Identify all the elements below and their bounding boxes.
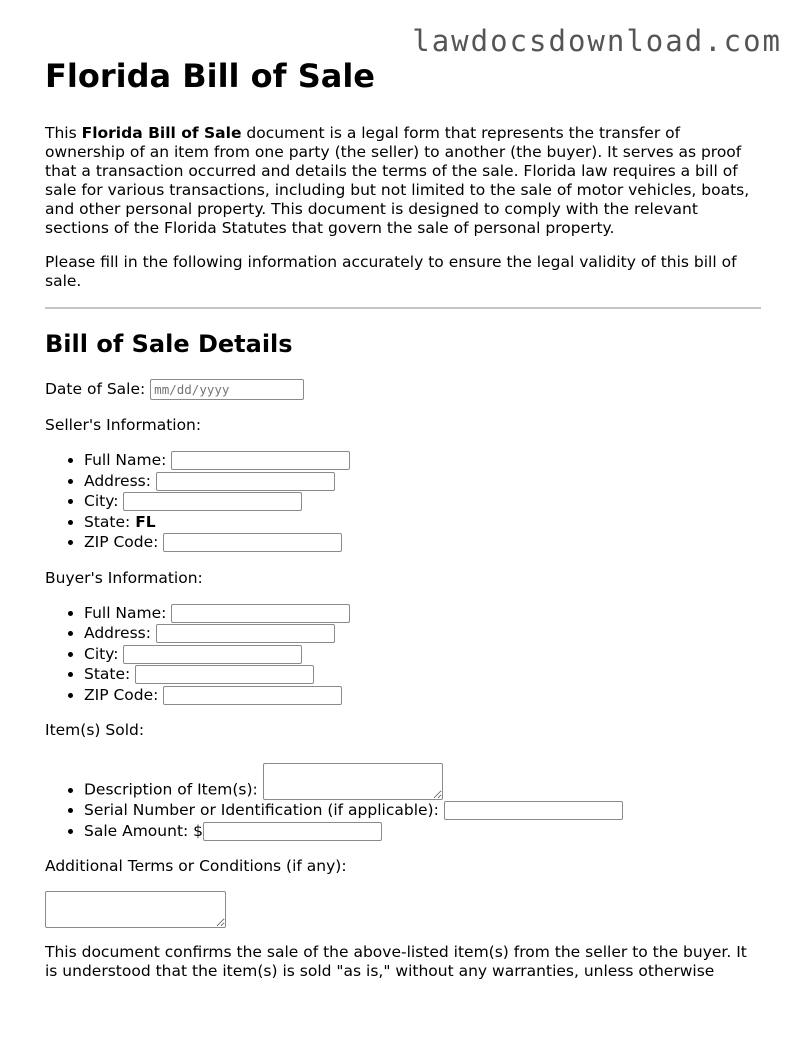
buyer-zip-label: ZIP Code: (84, 685, 164, 704)
seller-city-label: City: (84, 492, 124, 510)
intro-lead: This (45, 124, 82, 142)
buyer-list (45, 603, 761, 706)
buyer-state-input[interactable] (135, 665, 314, 684)
items-list (45, 755, 761, 841)
buyer-heading: Buyer's Information: (45, 568, 203, 587)
buyer-full-name-input[interactable] (171, 604, 350, 623)
list-item (84, 491, 761, 512)
list-item (84, 532, 761, 553)
intro-bold: Florida Bill of Sale (81, 124, 242, 142)
seller-state-label: State: (84, 512, 136, 531)
seller-full-name-label: Full Name: (84, 451, 172, 469)
list-item (84, 755, 761, 800)
list-item (84, 800, 761, 821)
seller-list (45, 450, 761, 553)
sale-amount-label: Sale Amount: $ (84, 821, 204, 840)
seller-full-name-input[interactable] (171, 451, 350, 470)
intro-paragraph (45, 124, 761, 238)
list-item (84, 603, 761, 624)
document-body (45, 54, 761, 996)
date-row (45, 379, 761, 400)
details-heading: Bill of Sale Details (45, 330, 293, 358)
closing-paragraph: This document confirms the sale of the above-listed item(s) from the seller to the buyer. It is understood that the item(s) is sold "as is," without any warranties, unless otherwise (45, 943, 747, 980)
item-description-textarea[interactable] (263, 763, 443, 800)
seller-address-input[interactable] (156, 472, 335, 491)
seller-city-input[interactable] (123, 492, 302, 511)
serial-number-label: Serial Number or Identification (if applicable): (84, 801, 444, 819)
seller-zip-label: ZIP Code: (84, 533, 164, 551)
buyer-state-label: State: (84, 665, 136, 683)
instruction-paragraph: Please fill in the following information accurately to ensure the legal validity of this bill of sale. (45, 253, 737, 290)
buyer-address-input[interactable] (156, 624, 335, 643)
page-title: Florida Bill of Sale (45, 57, 375, 95)
seller-address-label: Address: (84, 471, 156, 490)
list-item (84, 471, 761, 492)
item-description-label: Description of Item(s): (84, 780, 263, 799)
date-label: Date of Sale: (45, 380, 151, 398)
buyer-zip-input[interactable] (163, 686, 342, 705)
buyer-city-input[interactable] (123, 645, 302, 664)
site-watermark: lawdocsdownload.com (412, 24, 782, 58)
seller-zip-input[interactable] (163, 533, 342, 552)
items-heading: Item(s) Sold: (45, 721, 145, 739)
sale-amount-input[interactable] (203, 822, 382, 841)
list-item (84, 644, 761, 665)
intro-rest: document is a legal form that represents the transfer of ownership of an item from one party (the seller) to another (the buyer). It serves as proof that a transaction occurred and details the terms of the sale. Florida law requires a bill of sale for various transactions, including but not limited to the sale of motor vehicles, boats, and other personal property. This document is designed to comply with the relevant sections of the Florida Statutes that govern the sale of personal property. (45, 124, 750, 237)
buyer-city-label: City: (84, 644, 124, 663)
list-item (84, 512, 761, 533)
seller-heading: Seller's Information: (45, 416, 202, 434)
section-divider (45, 307, 761, 309)
terms-heading: Additional Terms or Conditions (if any): (45, 857, 347, 875)
list-item (84, 623, 761, 644)
terms-row (45, 891, 761, 928)
buyer-full-name-label: Full Name: (84, 603, 172, 622)
seller-state-value: FL (135, 512, 156, 531)
additional-terms-textarea[interactable] (45, 891, 226, 928)
serial-number-input[interactable] (444, 801, 623, 820)
list-item (84, 664, 761, 685)
list-item (84, 685, 761, 706)
buyer-address-label: Address: (84, 624, 156, 642)
date-of-sale-input[interactable] (150, 379, 304, 400)
list-item (84, 450, 761, 471)
list-item (84, 821, 761, 842)
